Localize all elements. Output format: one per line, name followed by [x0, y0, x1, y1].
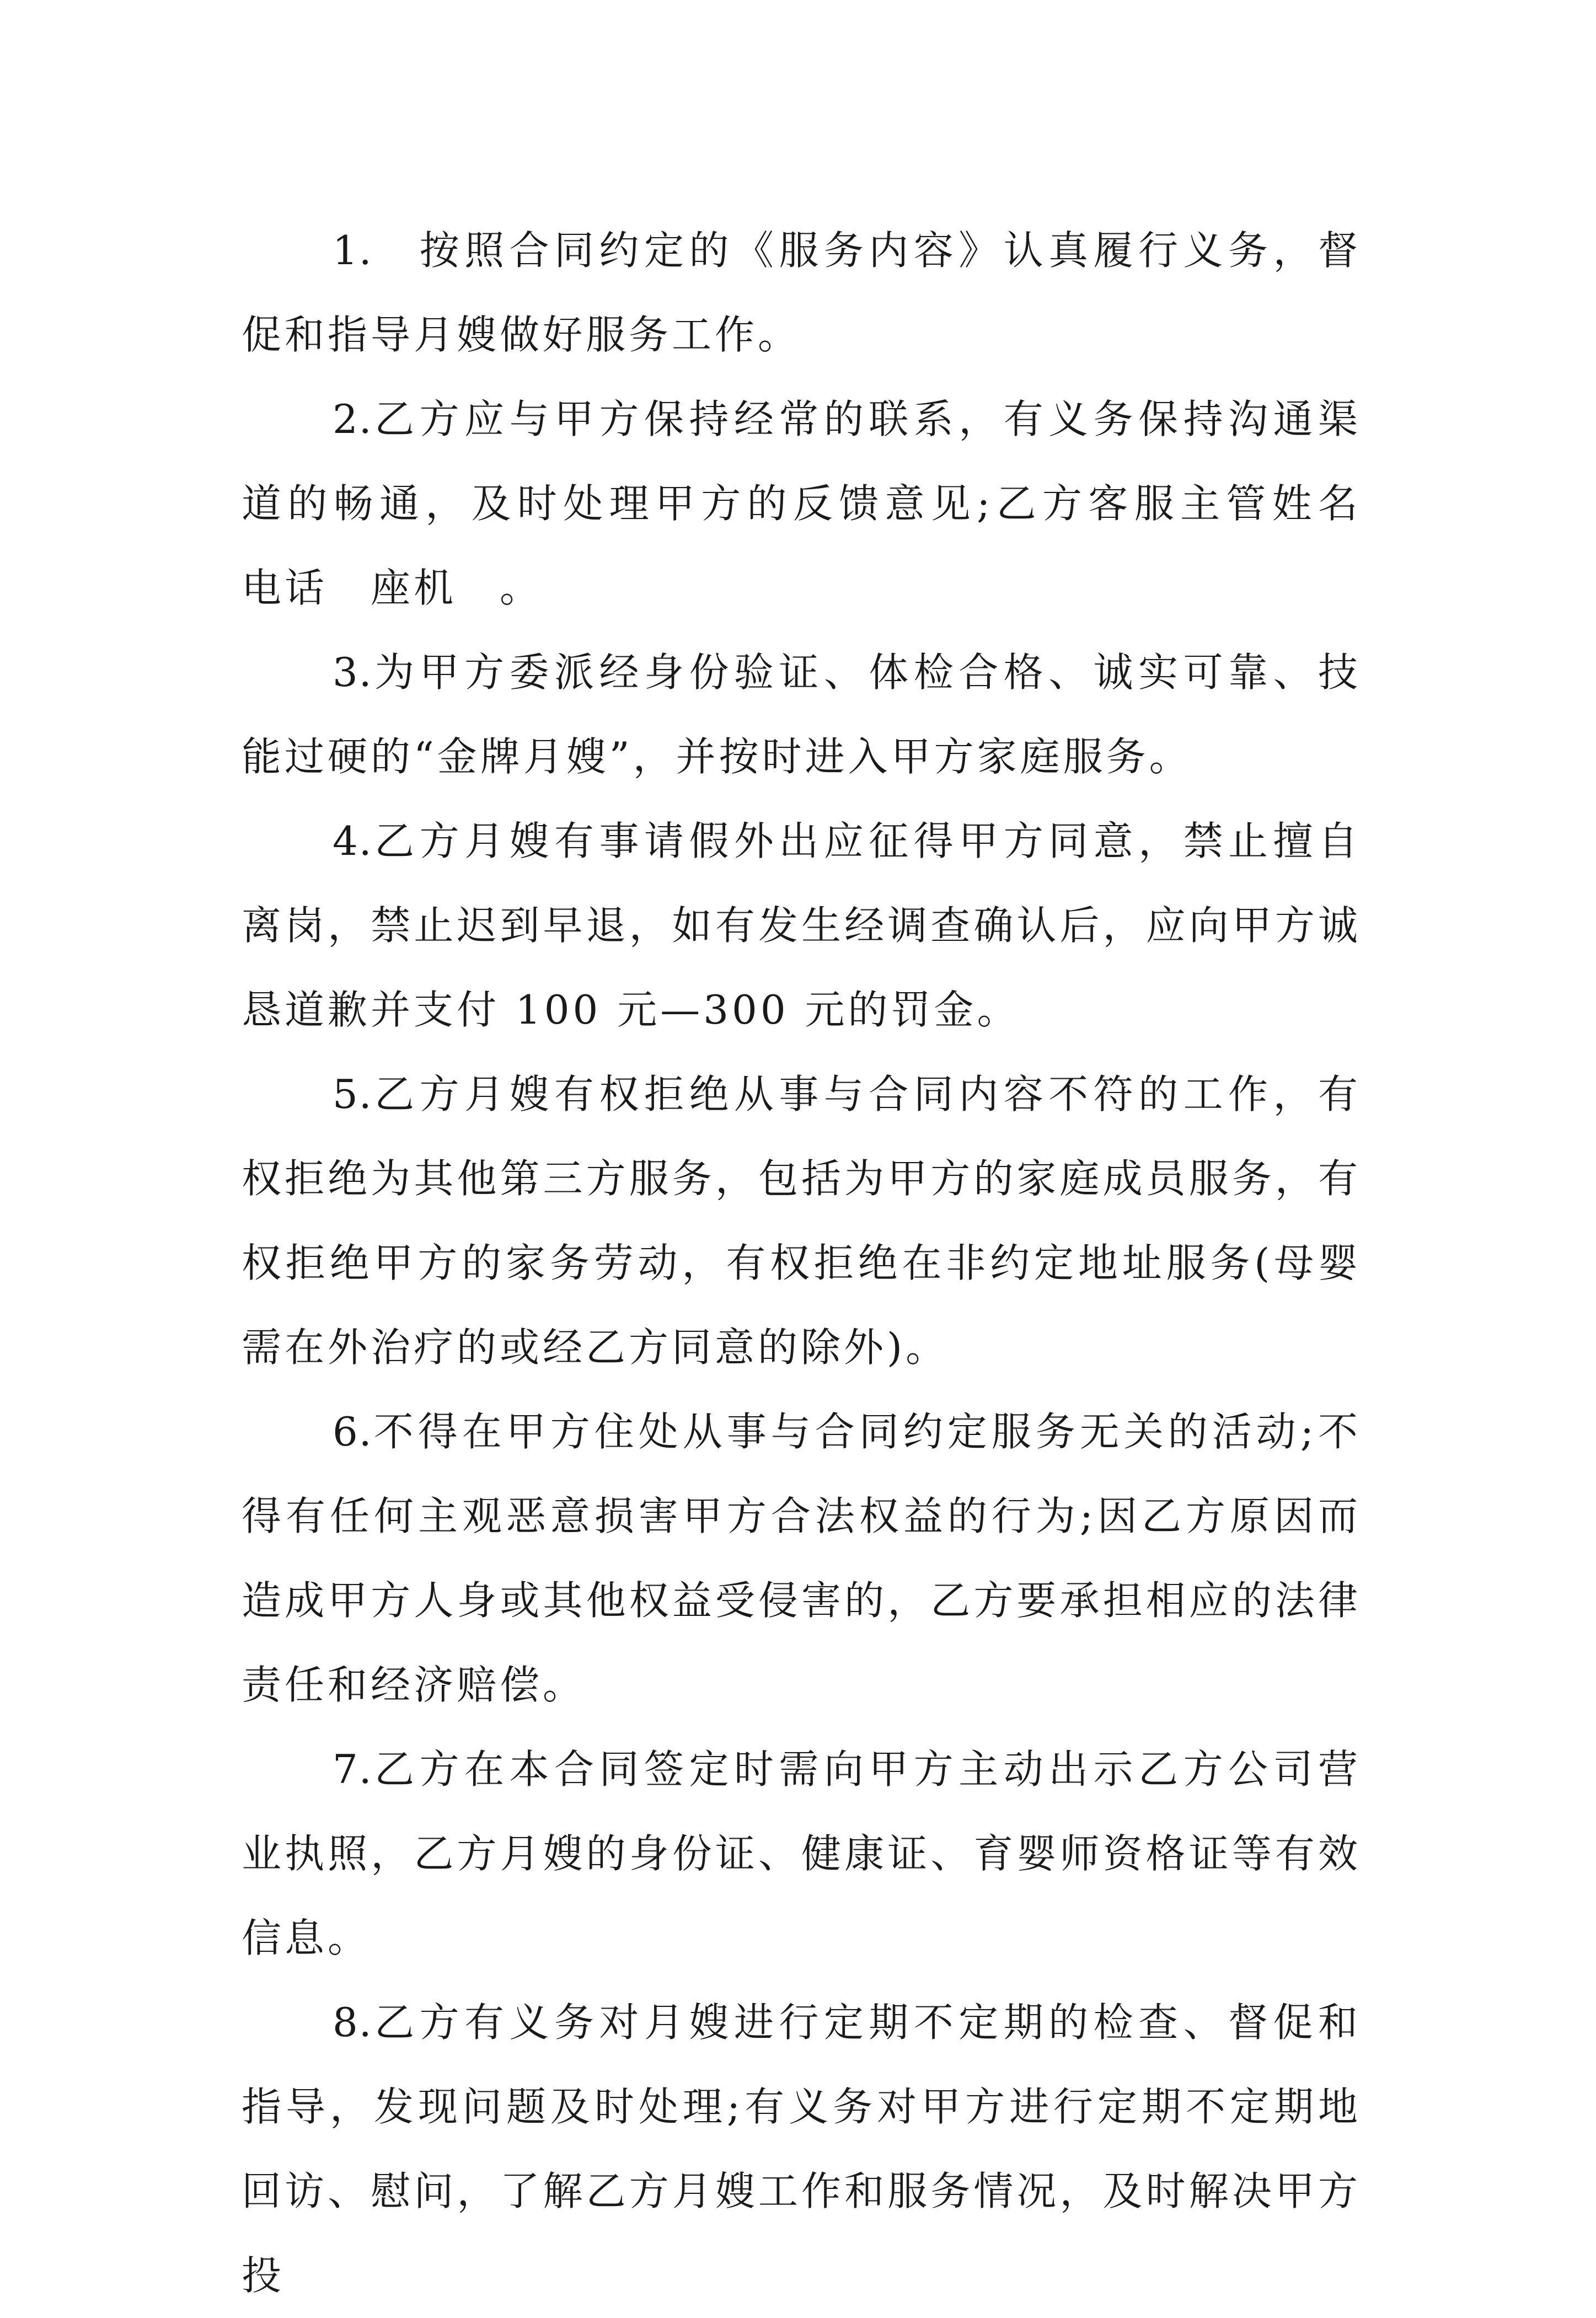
paragraph-text: 乙方月嫂有事请假外出应征得甲方同意，禁止擅自离岗，禁止迟到早退，如有发生经调查确认后，应向甲方诚恳道歉并支付 100 元—300 元的罚金。	[242, 818, 1361, 1033]
paragraph-2	[242, 377, 1405, 630]
paragraph-text: 不得在甲方住处从事与合同约定服务无关的活动;不得有任何主观恶意损害甲方合法权益的行为;因乙方原因而造成甲方人身或其他权益受侵害的，乙方要承担相应的法律责任和经济赔偿。	[242, 1409, 1361, 1708]
paragraph-5	[242, 1052, 1361, 1390]
paragraph-number: 7.	[333, 1746, 373, 1792]
paragraph-number: 2.	[333, 396, 373, 442]
paragraph-number: 5.	[333, 1071, 373, 1117]
paragraph-text: 乙方在本合同签定时需向甲方主动出示乙方公司营业执照，乙方月嫂的身份证、健康证、育婴师资格证等有效信息。	[242, 1746, 1361, 1961]
paragraph-text: 按照合同约定的《服务内容》认真履行义务，督促和指导月嫂做好服务工作。	[242, 227, 1361, 358]
paragraph-number: 4.	[333, 818, 373, 864]
paragraph-8	[242, 1980, 1361, 2318]
paragraph-text: 乙方月嫂有权拒绝从事与合同内容不符的工作，有权拒绝为其他第三方服务，包括为甲方的家庭成员服务，有权拒绝甲方的家务劳动，有权拒绝在非约定地址服务(母婴需在外治疗的或经乙方同意的除外)。	[242, 1071, 1361, 1371]
document-body	[242, 208, 1405, 2318]
paragraph-3	[242, 630, 1361, 799]
paragraph-7	[242, 1727, 1361, 1980]
paragraph-number: 1.	[333, 227, 373, 274]
paragraph-1	[242, 208, 1361, 377]
paragraph-number: 3.	[333, 649, 373, 695]
paragraph-number: 6.	[333, 1409, 373, 1455]
paragraph-4	[242, 799, 1361, 1052]
paragraph-text: 乙方应与甲方保持经常的联系，有义务保持沟通渠道的畅通，及时处理甲方的反馈意见;乙方客服主管姓名 电话 座机 。	[242, 396, 1405, 611]
paragraph-text: 乙方有义务对月嫂进行定期不定期的检查、督促和指导，发现问题及时处理;有义务对甲方进行定期不定期地回访、慰问，了解乙方月嫂工作和服务情况，及时解决甲方投	[242, 1999, 1361, 2299]
paragraph-6	[242, 1390, 1361, 1727]
paragraph-text: 为甲方委派经身份验证、体检合格、诚实可靠、技能过硬的“金牌月嫂”，并按时进入甲方家庭服务。	[242, 649, 1361, 780]
paragraph-number: 8.	[333, 1999, 373, 2046]
